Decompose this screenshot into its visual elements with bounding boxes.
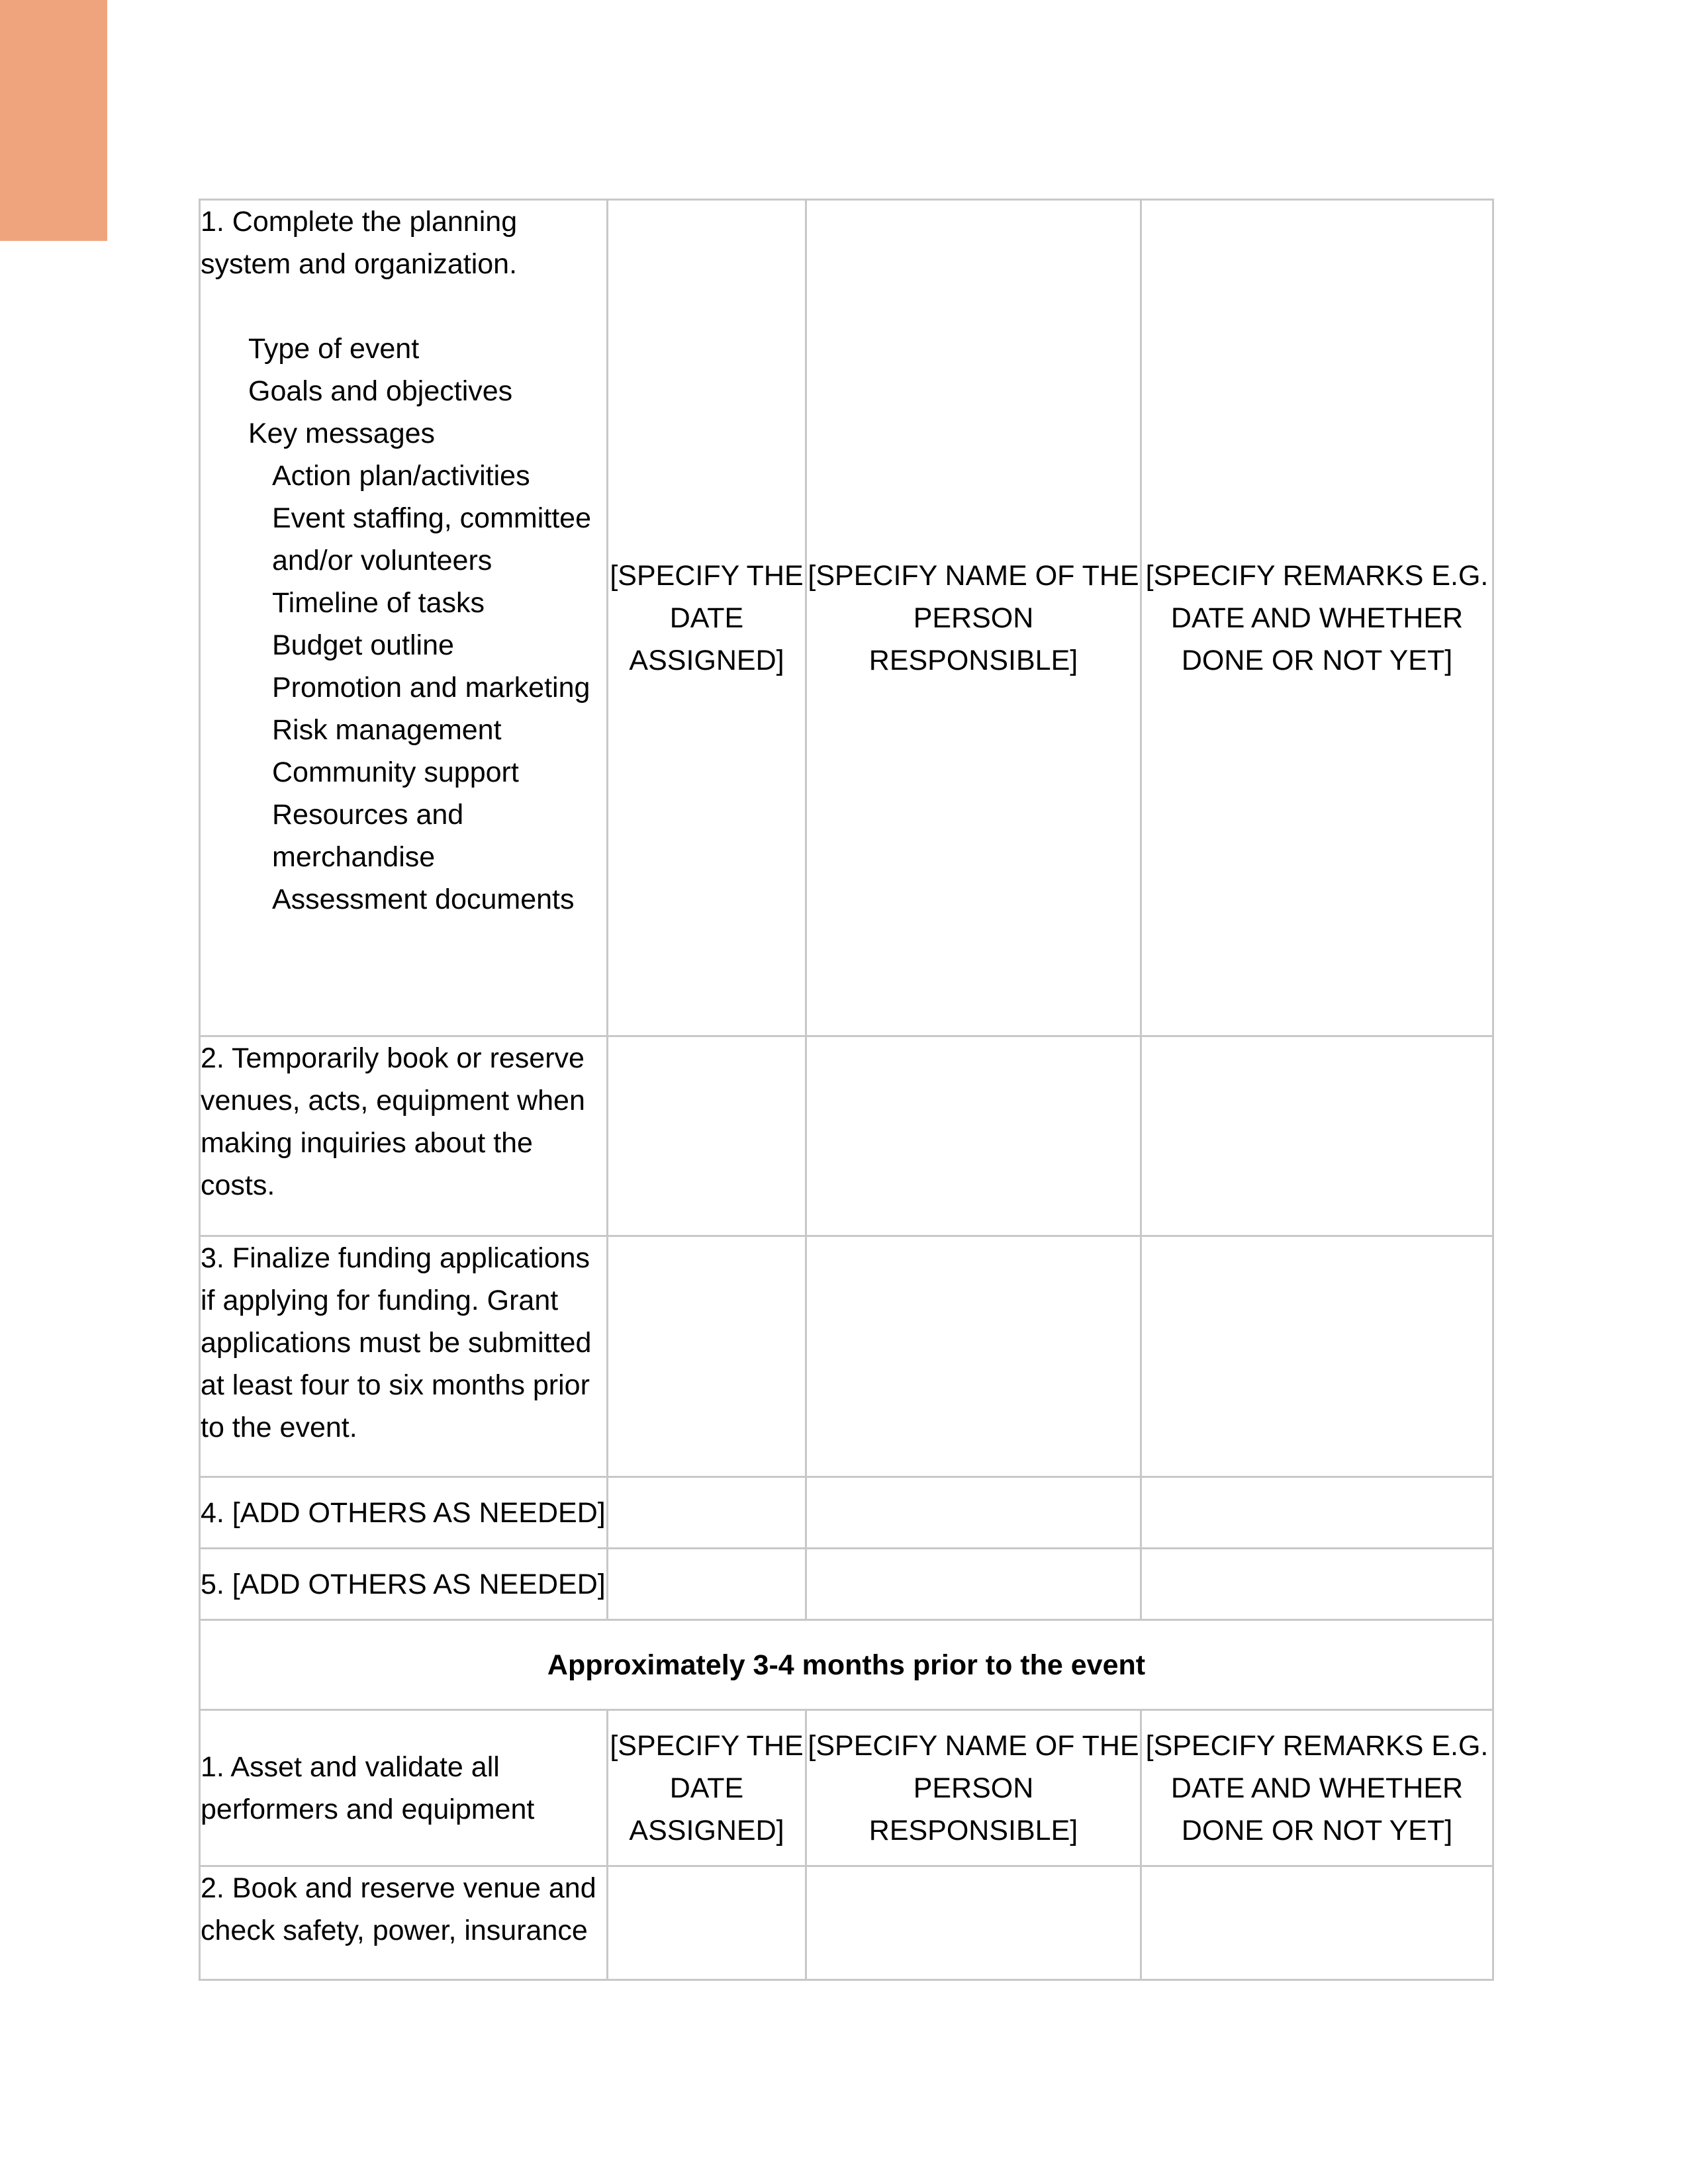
date-assigned-cell[interactable] [608,1477,806,1549]
subitem: Key messages [248,418,436,449]
table-row [200,1036,1493,1236]
section-heading: Approximately 3-4 months prior to the event [200,1620,1493,1710]
date-assigned-cell[interactable] [608,1236,806,1477]
person-responsible-cell[interactable] [806,1236,1141,1477]
table-row [200,1710,1493,1866]
task-cell [200,1549,608,1620]
table-row [200,1549,1493,1620]
subitem: Assessment documents [272,884,575,915]
person-responsible-placeholder: [SPECIFY NAME OF THE PERSON RESPONSIBLE] [808,1729,1139,1846]
task-cell [200,1710,608,1866]
subitem: Goals and objectives [248,375,513,407]
task-cell [200,1477,608,1549]
remarks-placeholder: [SPECIFY REMARKS E.G. DATE AND WHETHER DONE OR NOT YET] [1145,559,1489,676]
subitem: Resources and merchandise [272,799,464,873]
task-text: 5. [ADD OTHERS AS NEEDED] [201,1568,606,1600]
remarks-cell[interactable] [1141,1236,1493,1477]
task-cell [200,1036,608,1236]
person-responsible-placeholder: [SPECIFY NAME OF THE PERSON RESPONSIBLE] [808,559,1139,676]
date-assigned-cell[interactable] [608,1866,806,1980]
subitem: Risk management [272,714,502,746]
remarks-cell[interactable] [1141,1477,1493,1549]
remarks-cell[interactable] [1141,1866,1493,1980]
task-text: 2. Book and reserve venue and check safety, power, insurance [201,1872,596,1946]
table-row [200,1866,1493,1980]
remarks-cell[interactable] [1141,1036,1493,1236]
task-cell [200,200,608,1036]
subitem: Event staffing, committee and/or volunteers [272,502,591,576]
task-text: 2. Temporarily book or reserve venues, acts, equipment when making inquiries about the costs. [201,1042,585,1201]
person-responsible-cell[interactable] [806,200,1141,1036]
remarks-cell[interactable] [1141,200,1493,1036]
subitem: Action plan/activities [272,460,530,492]
date-assigned-cell[interactable] [608,1036,806,1236]
task-text: 1. Complete the planning system and organization. [201,206,518,280]
subitem: Timeline of tasks [272,587,485,619]
subitem: Type of event [248,333,420,365]
task-cell [200,1866,608,1980]
task-cell [200,1236,608,1477]
person-responsible-cell[interactable] [806,1710,1141,1866]
section-heading-row [200,1620,1493,1710]
date-assigned-cell[interactable] [608,1549,806,1620]
table-row [200,200,1493,1036]
task-text: 1. Asset and validate all performers and equipment [201,1751,535,1825]
subitem: Community support [272,756,519,788]
date-assigned-placeholder: [SPECIFY THE DATE ASSIGNED] [610,559,804,676]
date-assigned-placeholder: [SPECIFY THE DATE ASSIGNED] [610,1729,804,1846]
person-responsible-cell[interactable] [806,1866,1141,1980]
person-responsible-cell[interactable] [806,1477,1141,1549]
person-responsible-cell[interactable] [806,1549,1141,1620]
subitem: Promotion and marketing [272,672,590,704]
subitem: Budget outline [272,629,454,661]
task-text: 3. Finalize funding applications if applying for funding. Grant applications must be submitted at least four to six months prior to the event. [201,1242,592,1443]
remarks-cell[interactable] [1141,1549,1493,1620]
table-row [200,1477,1493,1549]
date-assigned-cell[interactable] [608,1710,806,1866]
event-plan-table [199,199,1494,1981]
remarks-placeholder: [SPECIFY REMARKS E.G. DATE AND WHETHER DONE OR NOT YET] [1145,1729,1489,1846]
person-responsible-cell[interactable] [806,1036,1141,1236]
task-text: 4. [ADD OTHERS AS NEEDED] [201,1496,606,1529]
corner-accent-tab [0,0,107,241]
date-assigned-cell[interactable] [608,200,806,1036]
table-row [200,1236,1493,1477]
remarks-cell[interactable] [1141,1710,1493,1866]
